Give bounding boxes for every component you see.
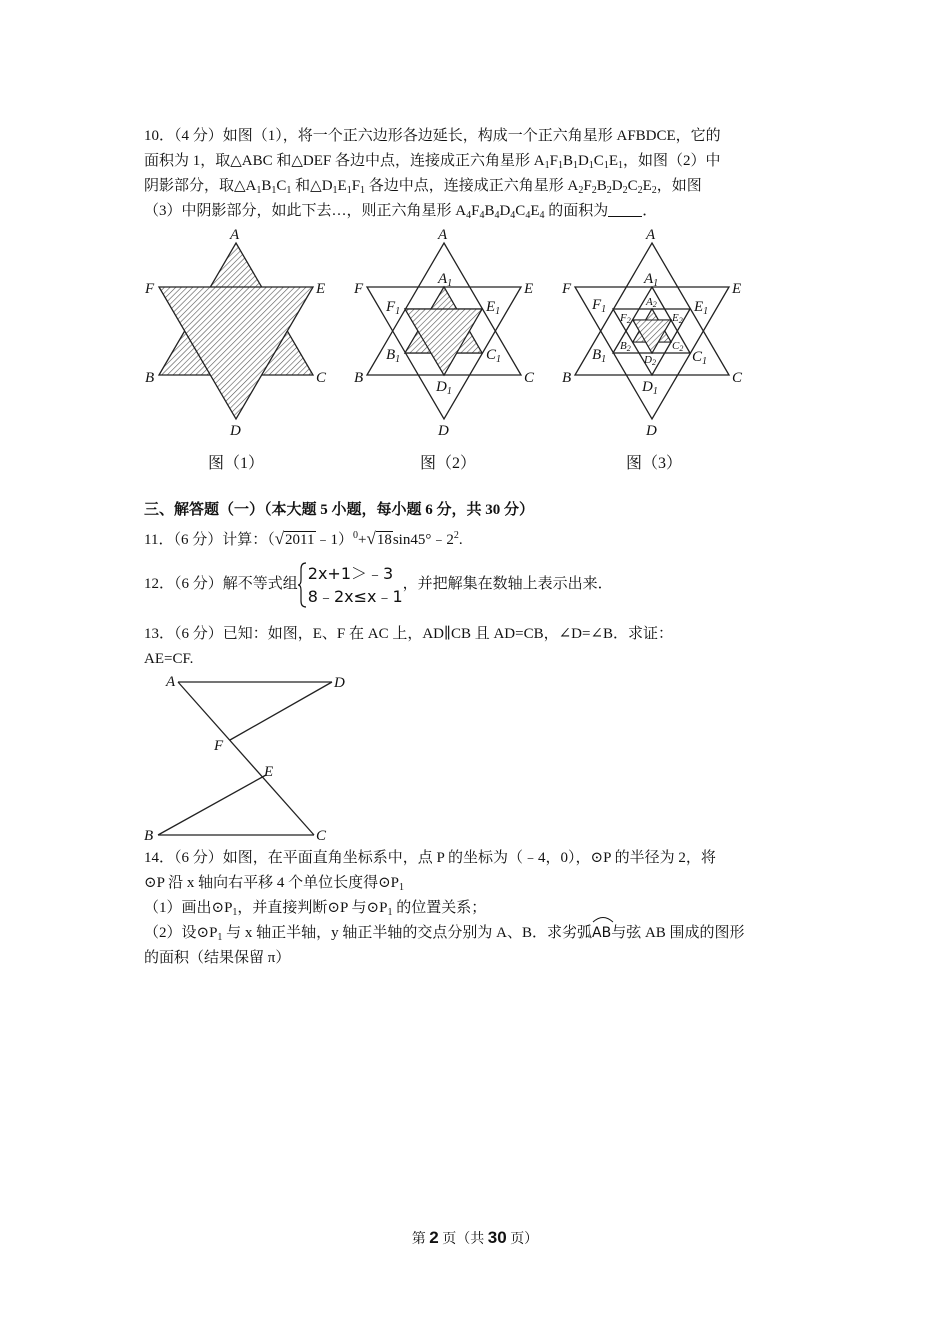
q10-line1: 10．（4 分）如图（1），将一个正六边形各边延长，构成一个正六角星形 AFBDCE，它的 [144,128,721,144]
svg-text:F: F [214,738,224,754]
svg-text:E1: $E_1$ [694,299,709,317]
svg-text:D: D [646,423,657,439]
fig1-caption: 图（1） [208,455,265,472]
svg-text:D1: $D_1$ [436,379,452,397]
svg-text:D: D [438,423,449,439]
q10-line4: （3）中阴影部分，如此下去…，则正六角星形 $A_4F_4B_4D_4C_4E_4$ 的面积为 ． [144,203,658,221]
inequality-2: 8﹣2x≤x﹣1 [307,586,403,606]
svg-text:F: F [354,281,364,297]
sqrt-18: √18 [366,529,392,548]
fig2-caption: 图（2） [420,455,477,472]
svg-text:A: A [230,227,240,243]
svg-text:E: E [524,281,534,297]
svg-text:B: B [562,370,572,386]
sqrt-2011: √2011 [274,529,315,548]
svg-text:B: B [145,370,155,386]
svg-text:A: A [646,227,656,243]
svg-text:C: C [316,370,327,386]
svg-text:C: C [732,370,743,386]
svg-text:F1: $F_1$ [386,299,401,317]
page-footer: 第 2 页（共 30 页） [411,1228,539,1247]
svg-text:C: C [316,828,327,844]
svg-text:D1: $D_1$ [642,379,658,397]
svg-text:D: D [334,675,345,691]
q13-figure [140,670,360,845]
svg-text:E2: E2 [672,312,683,325]
question-12: 12．（6 分）解不等式组 2x+1＞﹣3 8﹣2x≤x﹣1 ，并把解集在数轴上表示出来． [144,563,613,606]
svg-text:F: F [145,281,155,297]
svg-text:D: D [230,423,241,439]
q10-line2: 面积为 1，取△ABC 和△DEF 各边中点，连接成正六角星形 $A_1F_1B_1D_1C_1E_1$，如图（2）中 [144,153,721,171]
svg-text:B: B [144,828,154,844]
svg-text:C1: $C_1$ [486,347,502,365]
answer-blank [608,202,642,217]
section-3-heading: 三、解答题（一）（本大题 5 小题，每小题 6 分，共 30 分） [144,502,535,518]
svg-text:C1: $C_1$ [692,349,708,367]
question-10 [144,124,812,224]
svg-text:A2: A2 [646,296,657,309]
inequality-1: 2x+1＞﹣3 [307,563,394,583]
svg-text:F2: F2 [620,312,631,325]
question-13: 13．（6 分）已知：如图，E、F 在 AC 上，AD∥CB 且 AD=CB，∠D=∠B．求证： AE=CF. [144,626,674,667]
svg-text:A1: $A_1$ [644,271,659,289]
svg-text:D2: D2 [644,354,656,367]
svg-text:A1: $A_1$ [438,271,453,289]
svg-text:C: C [524,370,535,386]
svg-text:E1: $E_1$ [486,299,501,317]
arc-AB: AB [592,921,611,946]
fig3-caption: 图（3） [626,455,683,472]
svg-text:A: A [438,227,448,243]
q10-line3: 阴影部分，取$\triangle A_1B_1C_1$ 和$\triangle D_1E_1F_1$ 各边中点，连接成正六角星形 $A_2F_2B_2D_2C_2E_2$，如图 [144,178,702,196]
svg-text:B2: B2 [620,340,631,353]
svg-text:E: E [316,281,326,297]
question-14: 14．（6 分）如图，在平面直角坐标系中，点 P 的坐标为（﹣4，0），⊙P 的半径为 2，将 ⊙P 沿 x 轴向右平移 4 个单位长度得$⊙P_1$ （1）画出$⊙P_1$，并直接判断⊙P 与$⊙P_1$ 的位置关系； （2）设$⊙P_1$ 与 x 轴正半轴，y 轴正半轴的交点分别为 A、B．求劣弧 AB与弦 AB 围成的图形 的面积（结果保留 π） [144,850,745,966]
svg-text:A: A [166,674,176,690]
hexagram-figures [0,225,950,465]
svg-text:E: E [264,764,274,780]
svg-text:B1: $B_1$ [386,347,401,365]
figure-1 [159,243,313,419]
svg-text:B: B [354,370,364,386]
svg-text:F: F [562,281,572,297]
svg-text:B1: $B_1$ [592,347,607,365]
inequality-system [298,562,403,608]
svg-text:C2: C2 [672,340,684,353]
question-11: 11．（6 分）计算：$(√2011﹣1)^0+√18\sin 45^\circ﹣2^2$. [144,523,812,548]
svg-text:E: E [732,281,742,297]
svg-text:F1: $F_1$ [592,297,607,315]
